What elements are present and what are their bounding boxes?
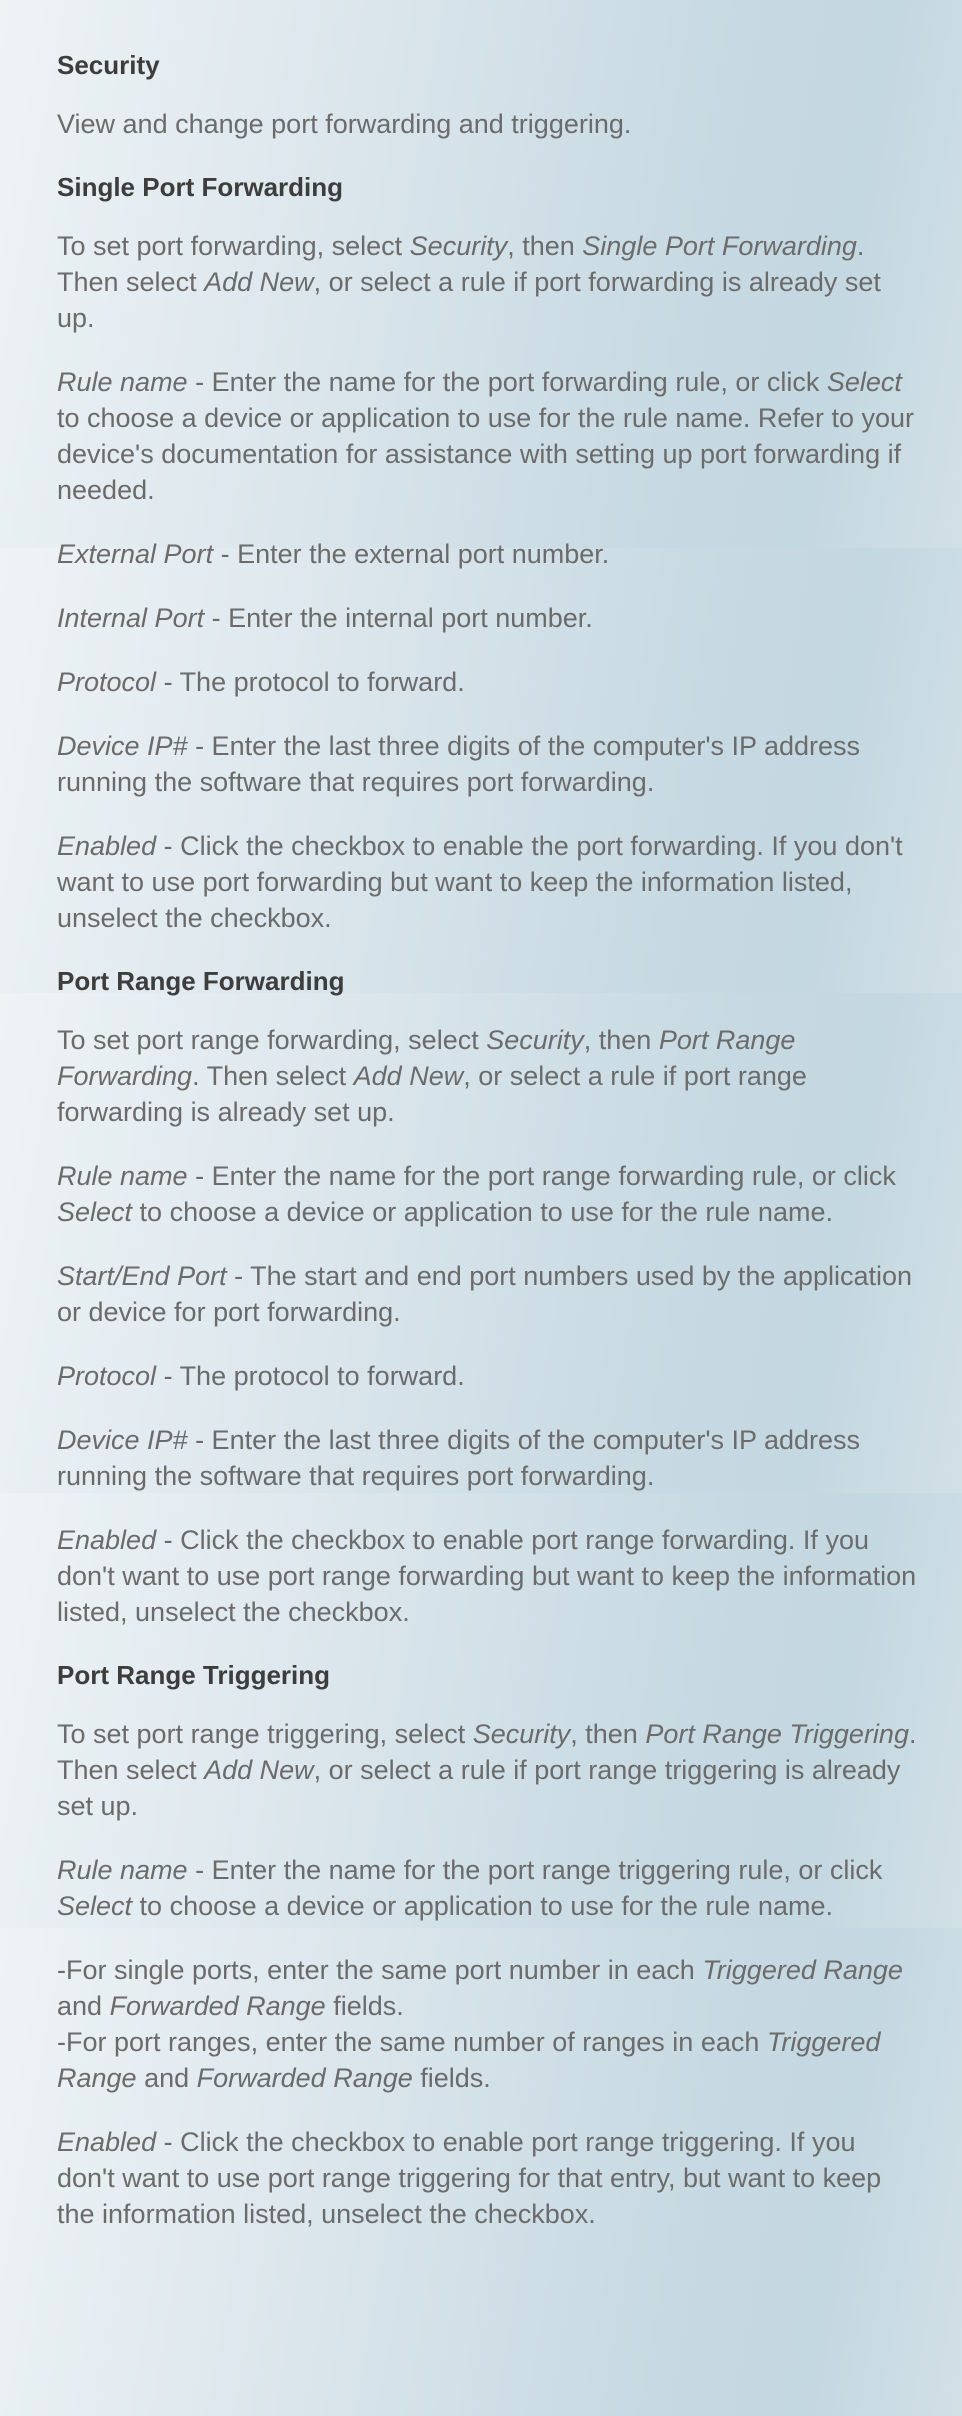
range-forwarding-enabled: Enabled - Click the checkbox to enable port range forwarding. If you don't want to use port range forwarding but want to keep the information listed, unselect the checkbox.	[57, 1525, 917, 1627]
intro-text: View and change port forwarding and triggering.	[57, 109, 632, 139]
single-port-rule-name: Rule name - Enter the name for the port forwarding rule, or click Select to choose a device or application to use for the rule name. Refer to your device's documentation for assistance with setting up port forwarding if needed.	[57, 367, 914, 505]
single-port-device-ip: Device IP# - Enter the last three digits of the computer's IP address running the software that requires port forwarding.	[57, 731, 861, 797]
single-port-external-port: External Port - Enter the external port number.	[57, 539, 610, 569]
range-triggering-range-notes: -For single ports, enter the same port number in each Triggered Range and Forwarded Range fields. -For port ranges, enter the same number of ranges in each Triggered Range and Forwarded Range fields.	[57, 1955, 903, 2093]
range-forwarding-device-ip: Device IP# - Enter the last three digits of the computer's IP address running the software that requires port forwarding.	[57, 1425, 861, 1491]
range-triggering-enabled: Enabled - Click the checkbox to enable port range triggering. If you don't want to use port range triggering for that entry, but want to keep the information listed, unselect the checkbox.	[57, 2127, 882, 2229]
page-title: Security	[57, 50, 160, 80]
range-forwarding-rule-name: Rule name - Enter the name for the port range forwarding rule, or click Select to choose a device or application to use for the rule name.	[57, 1161, 896, 1227]
range-triggering-rule-name: Rule name - Enter the name for the port range triggering rule, or click Select to choose a device or application to use for the rule name.	[57, 1855, 883, 1921]
range-forwarding-protocol: Protocol - The protocol to forward.	[57, 1361, 465, 1391]
section-heading-single-port-forwarding: Single Port Forwarding	[57, 172, 344, 202]
single-port-enabled: Enabled - Click the checkbox to enable the port forwarding. If you don't want to use port forwarding but want to keep the information listed, unselect the checkbox.	[57, 831, 903, 933]
single-port-instructions: To set port forwarding, select Security, then Single Port Forwarding. Then select Add New, or select a rule if port forwarding is already set up.	[57, 231, 881, 333]
range-forwarding-instructions: To set port range forwarding, select Security, then Port Range Forwarding. Then select Add New, or select a rule if port range forwarding is already set up.	[57, 1025, 807, 1127]
section-heading-port-range-triggering: Port Range Triggering	[57, 1660, 331, 1690]
range-triggering-instructions: To set port range triggering, select Security, then Port Range Triggering. Then select Add New, or select a rule if port range triggering is already set up.	[57, 1719, 917, 1821]
range-forwarding-start-end-port: Start/End Port - The start and end port numbers used by the application or device for port forwarding.	[57, 1261, 913, 1327]
help-content	[57, 48, 917, 2260]
section-heading-port-range-forwarding: Port Range Forwarding	[57, 966, 345, 996]
single-port-internal-port: Internal Port - Enter the internal port number.	[57, 603, 593, 633]
single-port-protocol: Protocol - The protocol to forward.	[57, 667, 465, 697]
